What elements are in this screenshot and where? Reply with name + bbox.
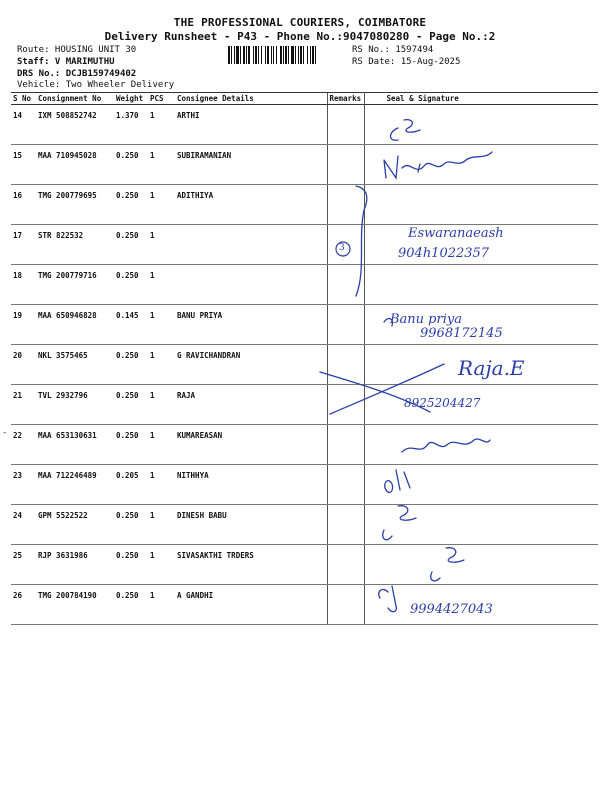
column-header-pcs: PCS bbox=[148, 93, 175, 105]
cell-remarks bbox=[327, 425, 364, 465]
cell-remarks bbox=[327, 305, 364, 345]
cell-weight: 0.250 bbox=[114, 505, 148, 545]
cell-weight: 0.205 bbox=[114, 465, 148, 505]
cell-consignee bbox=[175, 225, 327, 265]
cell-remarks bbox=[327, 545, 364, 585]
cell-consignee bbox=[175, 265, 327, 305]
cell-consignment-no: RJP 3631986 bbox=[36, 545, 114, 585]
cell-sno: 14 bbox=[11, 105, 36, 145]
table-row bbox=[11, 465, 598, 505]
cell-weight: 0.250 bbox=[114, 345, 148, 385]
cell-remarks bbox=[327, 105, 364, 145]
cell-pcs: 1 bbox=[148, 545, 175, 585]
table-row bbox=[11, 385, 598, 425]
cell-pcs: 1 bbox=[148, 145, 175, 185]
cell-weight: 0.250 bbox=[114, 585, 148, 625]
cell-consignment-no: STR 822532 bbox=[36, 225, 114, 265]
document-subtitle: Delivery Runsheet - P43 - Phone No.:9047080280 - Page No.:2 bbox=[104, 30, 496, 43]
table-row bbox=[11, 585, 598, 625]
cell-pcs: 1 bbox=[148, 225, 175, 265]
handwritten-phone-2: 9968172145 bbox=[420, 326, 503, 341]
handwritten-name: Eswaranaeash bbox=[408, 226, 504, 241]
handwritten-banu: Banu priya bbox=[390, 312, 462, 327]
cell-weight: 0.250 bbox=[114, 545, 148, 585]
column-header-sno: S No bbox=[11, 93, 36, 105]
rs-number: RS No.: 1597494 bbox=[352, 45, 434, 55]
cell-consignee: ADITHIYA bbox=[175, 185, 327, 225]
handwritten-raja: Raja.E bbox=[458, 356, 525, 380]
column-header-consignment: Consignment No bbox=[36, 93, 114, 105]
margin-mark: - bbox=[2, 428, 8, 438]
cell-signature bbox=[364, 105, 598, 145]
table-row bbox=[11, 265, 598, 305]
column-header-remarks: Remarks bbox=[327, 93, 364, 105]
column-header-weight: Weight bbox=[114, 93, 148, 105]
cell-pcs: 1 bbox=[148, 585, 175, 625]
cell-pcs: 1 bbox=[148, 265, 175, 305]
cell-consignee: KUMAREASAN bbox=[175, 425, 327, 465]
cell-sno: 16 bbox=[11, 185, 36, 225]
cell-sno: 15 bbox=[11, 145, 36, 185]
cell-weight: 0.250 bbox=[114, 185, 148, 225]
cell-remarks bbox=[327, 505, 364, 545]
cell-sno: 25 bbox=[11, 545, 36, 585]
cell-signature bbox=[364, 385, 598, 425]
cell-consignment-no: TVL 2932796 bbox=[36, 385, 114, 425]
cell-weight: 0.250 bbox=[114, 385, 148, 425]
handwritten-phone-4: 9994427043 bbox=[410, 602, 493, 617]
cell-sno: 24 bbox=[11, 505, 36, 545]
cell-sno: 23 bbox=[11, 465, 36, 505]
cell-remarks bbox=[327, 185, 364, 225]
cell-signature bbox=[364, 145, 598, 185]
cell-signature bbox=[364, 545, 598, 585]
cell-consignee: NITHHYA bbox=[175, 465, 327, 505]
route-label: Route: HOUSING UNIT 30 bbox=[17, 45, 137, 55]
column-header-signature: Seal & Signature bbox=[364, 93, 598, 105]
circled-number: 3 bbox=[339, 243, 345, 253]
drs-number: DRS No.: DCJB159749402 bbox=[17, 69, 137, 79]
table-row bbox=[11, 305, 598, 345]
cell-pcs: 1 bbox=[148, 105, 175, 145]
table-row bbox=[11, 185, 598, 225]
cell-consignment-no: GPM 5522522 bbox=[36, 505, 114, 545]
barcode bbox=[228, 46, 346, 64]
handwritten-phone-1: 904h1022357 bbox=[398, 246, 490, 261]
cell-pcs: 1 bbox=[148, 305, 175, 345]
handwritten-phone-3: 8925204427 bbox=[404, 396, 481, 410]
cell-remarks bbox=[327, 385, 364, 425]
document-title: THE PROFESSIONAL COURIERS, COIMBATORE bbox=[173, 16, 427, 29]
cell-weight: 0.250 bbox=[114, 425, 148, 465]
cell-consignee: BANU PRIYA bbox=[175, 305, 327, 345]
cell-signature bbox=[364, 265, 598, 305]
column-header-consignee: Consignee Details bbox=[175, 93, 327, 105]
cell-remarks bbox=[327, 265, 364, 305]
cell-sno: 26 bbox=[11, 585, 36, 625]
table-row bbox=[11, 425, 598, 465]
cell-sno: 22 bbox=[11, 425, 36, 465]
cell-weight: 0.145 bbox=[114, 305, 148, 345]
cell-weight: 0.250 bbox=[114, 145, 148, 185]
cell-pcs: 1 bbox=[148, 345, 175, 385]
cell-consignment-no: IXM 508852742 bbox=[36, 105, 114, 145]
table-row bbox=[11, 145, 598, 185]
cell-consignment-no: TMG 200784190 bbox=[36, 585, 114, 625]
cell-consignee: A GANDHI bbox=[175, 585, 327, 625]
table-header-row bbox=[11, 93, 598, 105]
cell-pcs: 1 bbox=[148, 385, 175, 425]
cell-weight: 0.250 bbox=[114, 225, 148, 265]
cell-remarks bbox=[327, 145, 364, 185]
cell-consignment-no: TMG 200779695 bbox=[36, 185, 114, 225]
vehicle-label: Vehicle: Two Wheeler Delivery bbox=[17, 80, 175, 90]
cell-pcs: 1 bbox=[148, 465, 175, 505]
table-row bbox=[11, 105, 598, 145]
cell-consignment-no: TMG 200779716 bbox=[36, 265, 114, 305]
cell-remarks bbox=[327, 465, 364, 505]
cell-consignment-no: NKL 3575465 bbox=[36, 345, 114, 385]
cell-pcs: 1 bbox=[148, 185, 175, 225]
cell-consignee: SUBIRAMANIAN bbox=[175, 145, 327, 185]
cell-remarks bbox=[327, 585, 364, 625]
table-row bbox=[11, 545, 598, 585]
cell-pcs: 1 bbox=[148, 505, 175, 545]
cell-remarks bbox=[327, 345, 364, 385]
cell-sno: 20 bbox=[11, 345, 36, 385]
table-row bbox=[11, 505, 598, 545]
cell-consignee: SIVASAKTHI TRDERS bbox=[175, 545, 327, 585]
cell-consignment-no: MAA 712246489 bbox=[36, 465, 114, 505]
cell-sno: 18 bbox=[11, 265, 36, 305]
cell-signature bbox=[364, 465, 598, 505]
cell-consignee: RAJA bbox=[175, 385, 327, 425]
cell-sno: 17 bbox=[11, 225, 36, 265]
cell-weight: 1.370 bbox=[114, 105, 148, 145]
cell-consignee: DINESH BABU bbox=[175, 505, 327, 545]
rs-date: RS Date: 15-Aug-2025 bbox=[352, 57, 461, 67]
cell-sno: 19 bbox=[11, 305, 36, 345]
cell-signature bbox=[364, 505, 598, 545]
cell-consignment-no: MAA 710945028 bbox=[36, 145, 114, 185]
table-row bbox=[11, 225, 598, 265]
cell-consignment-no: MAA 653130631 bbox=[36, 425, 114, 465]
cell-consignee: G RAVICHANDRAN bbox=[175, 345, 327, 385]
cell-remarks bbox=[327, 225, 364, 265]
cell-signature bbox=[364, 185, 598, 225]
cell-consignee: ARTHI bbox=[175, 105, 327, 145]
staff-label: Staff: V MARIMUTHU bbox=[17, 57, 115, 67]
cell-weight: 0.250 bbox=[114, 265, 148, 305]
cell-pcs: 1 bbox=[148, 425, 175, 465]
cell-consignment-no: MAA 650946828 bbox=[36, 305, 114, 345]
cell-sno: 21 bbox=[11, 385, 36, 425]
cell-signature bbox=[364, 425, 598, 465]
